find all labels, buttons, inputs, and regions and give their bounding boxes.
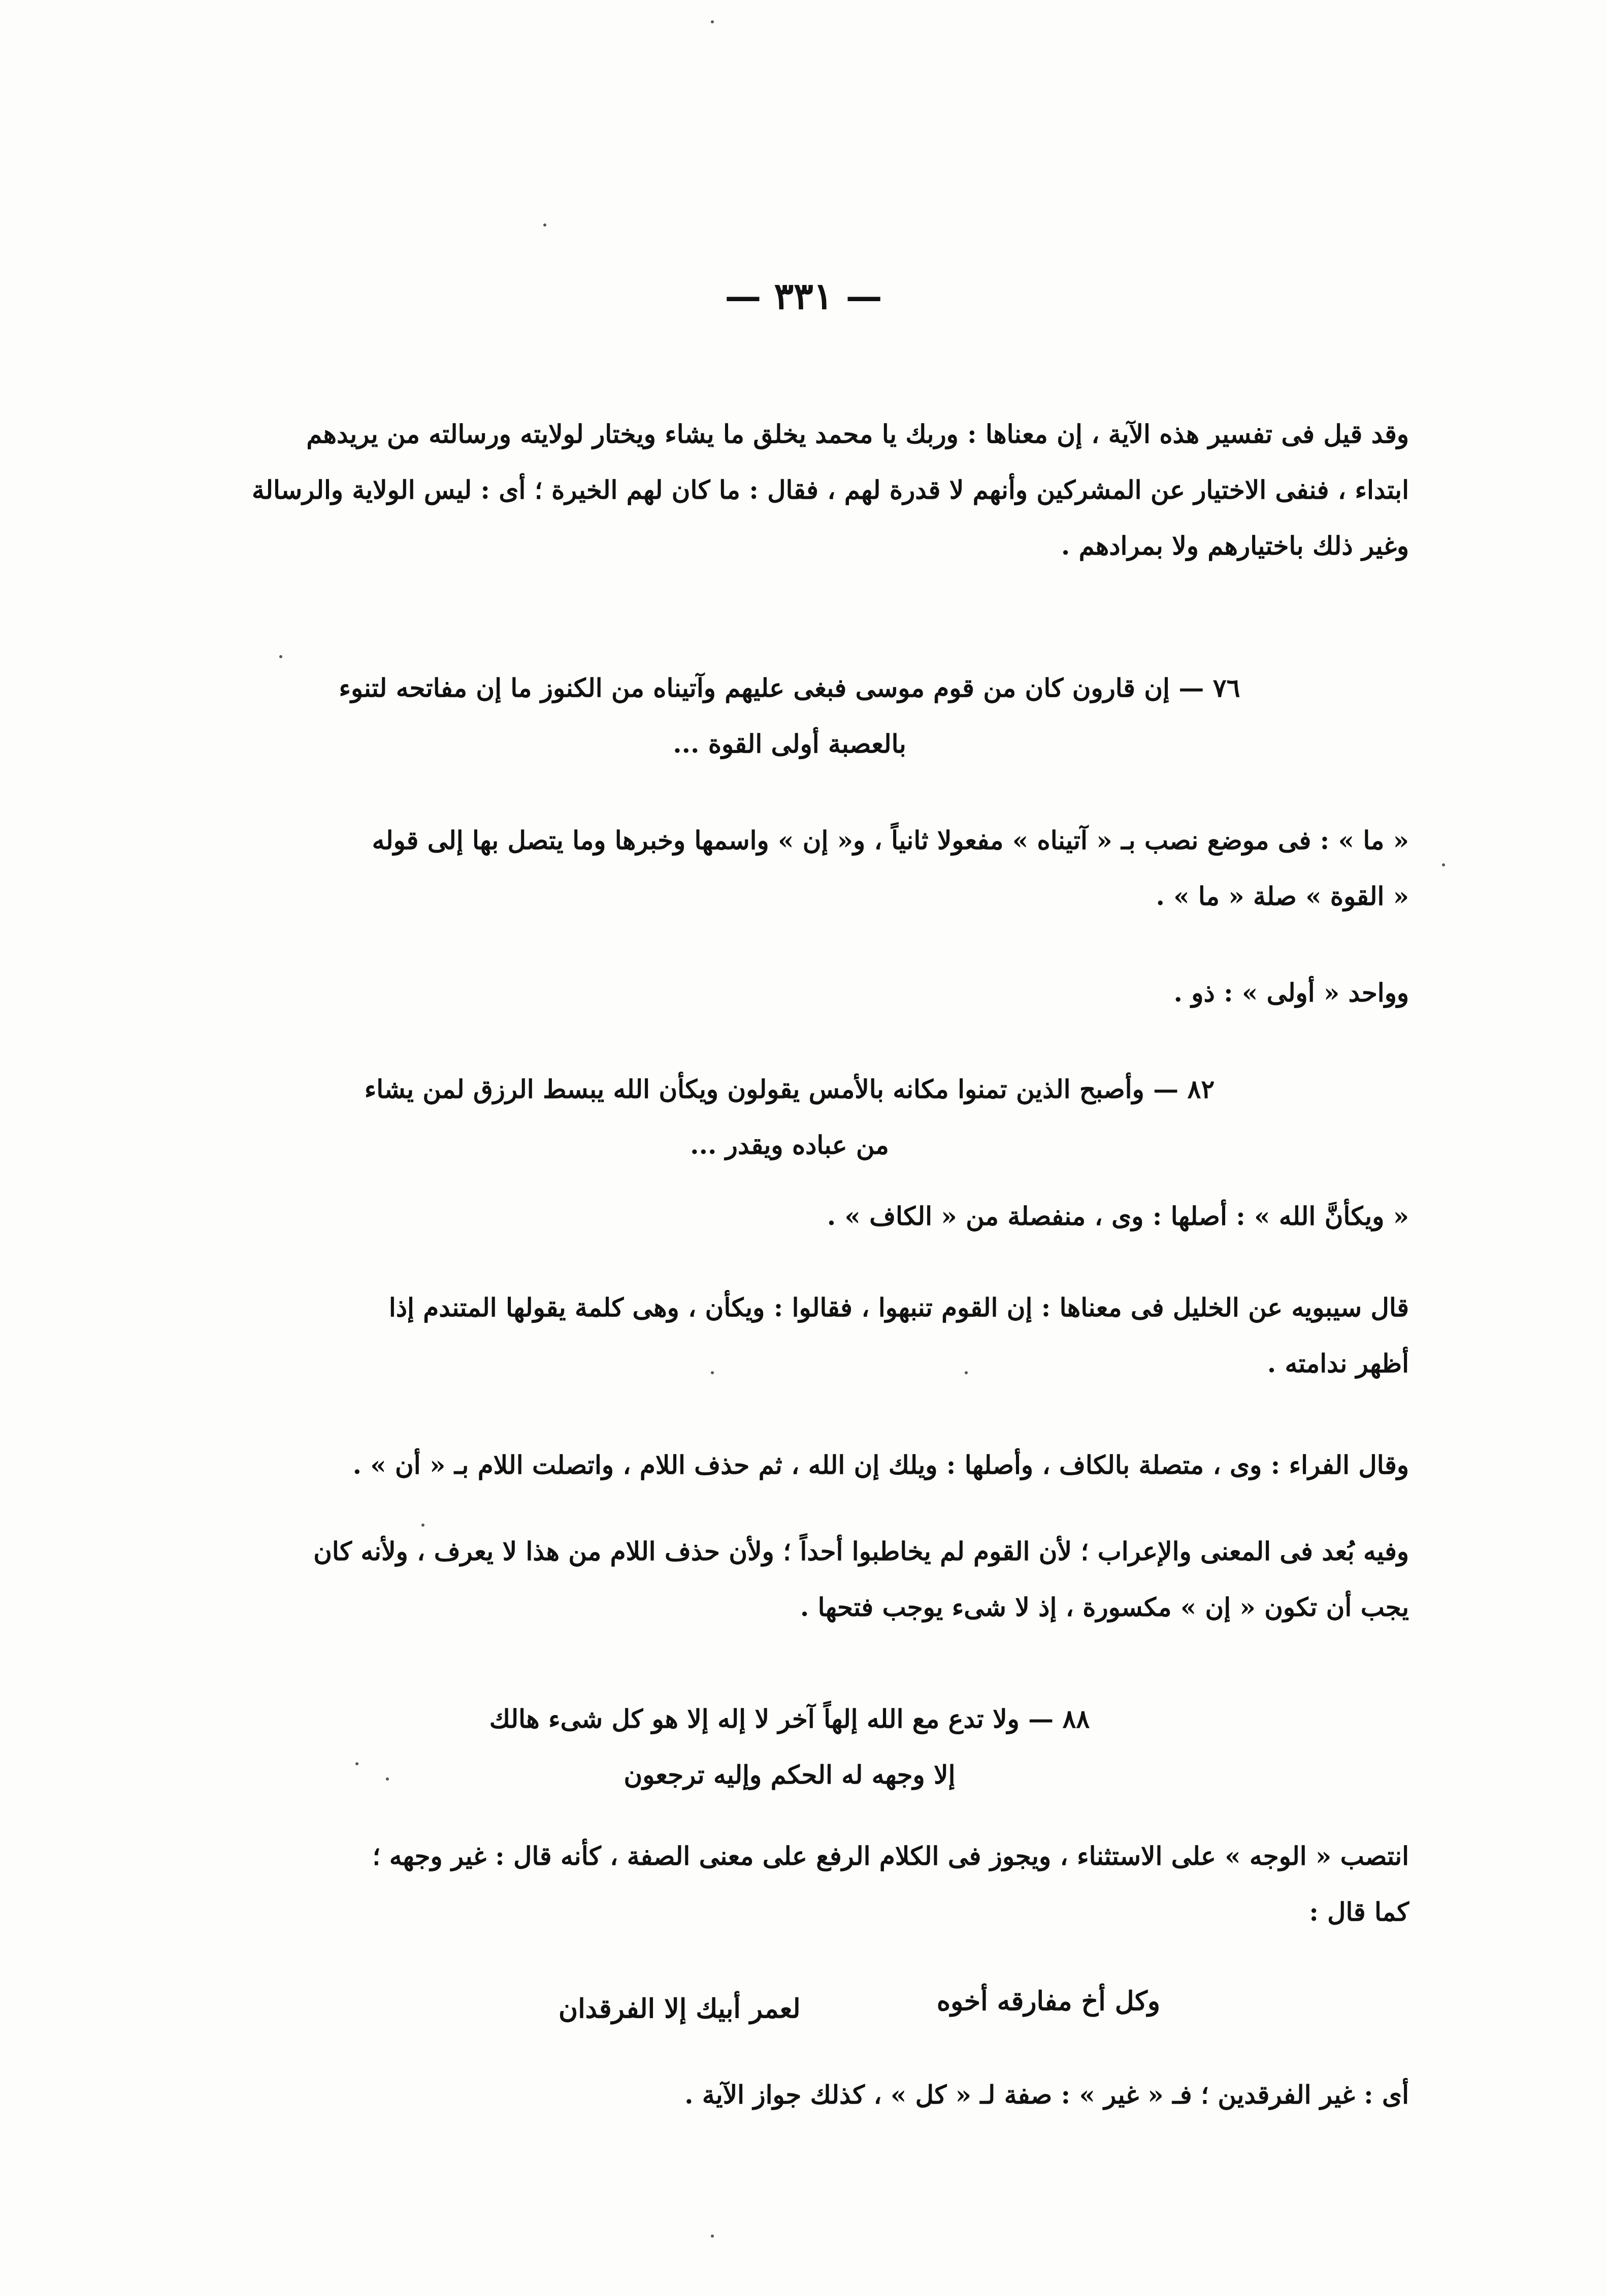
verse-line: ٨٨ — ولا تدع مع الله إلهاً آخر لا إله إلا هو كل شىء هالك xyxy=(489,1704,1090,1734)
verse-line: ٨٢ — وأصبح الذين تمنوا مكانه بالأمس يقولون ويكأن الله يبسط الرزق لمن يشاء xyxy=(364,1074,1215,1104)
verse-line: ٧٦ — إن قارون كان من قوم موسى فبغى عليهم وآتيناه من الكنوز ما إن مفاتحه لتنوء xyxy=(339,673,1240,703)
text-line: ابتداء ، فنفى الاختيار عن المشركين وأنهم لا قدرة لهم ، فقال : ما كان لهم الخيرة ؛ أى : ليس الولاية والرسالة xyxy=(251,475,1409,505)
text-line: يجب أن تكون « إن » مكسورة ، إذ لا شىء يوجب فتحها . xyxy=(800,1592,1409,1622)
poem-hemistich-left: لعمر أبيك إلا الفرقدان xyxy=(559,1993,801,2024)
text-line: « ما » : فى موضع نصب بـ « آتيناه » مفعولا ثانياً ، و« إن » واسمها وخبرها وما يتصل بها إلى قوله xyxy=(372,825,1409,855)
scan-speck xyxy=(711,20,714,23)
text-line: أى : غير الفرقدين ؛ فـ « غير » : صفة لـ « كل » ، كذلك جواز الآية . xyxy=(684,2080,1409,2110)
paragraph-4 xyxy=(190,1188,1409,1244)
text-line: انتصب « الوجه » على الاستثناء ، ويجوز فى الكلام الرفع على معنى الصفة ، كأنه قال : غير وجهه ؛ xyxy=(372,1841,1409,1871)
paragraph-1 xyxy=(190,406,1409,574)
text-line: وقال الفراء : وى ، متصلة بالكاف ، وأصلها : ويلك إن الله ، ثم حذف اللام ، واتصلت اللام بـ « أن » . xyxy=(352,1450,1409,1480)
scan-speck xyxy=(711,2235,714,2238)
page-number: — ٣٣١ — xyxy=(725,274,882,317)
paragraph-5 xyxy=(190,1280,1409,1392)
text-line: وواحد « أولى » : ذو . xyxy=(1173,978,1409,1008)
paragraph-2 xyxy=(190,813,1409,924)
poem-hemistich-right: وكل أخ مفارقه أخوه xyxy=(936,1986,1160,2017)
verse-82 xyxy=(256,1061,1323,1173)
text-line: وفيه بُعد فى المعنى والإعراب ؛ لأن القوم لم يخاطبوا أحداً ؛ ولأن حذف اللام من هذا لا يعرف ، ولأنه كان xyxy=(313,1536,1409,1566)
scan-speck xyxy=(386,1777,389,1781)
text-line: كما قال : xyxy=(1309,1897,1409,1927)
scan-speck xyxy=(711,1371,714,1374)
paragraph-8 xyxy=(190,1828,1409,1940)
verse-76 xyxy=(256,660,1323,772)
scan-speck xyxy=(543,223,546,227)
paragraph-6 xyxy=(190,1437,1409,1493)
scan-speck xyxy=(355,1762,358,1765)
verse-88 xyxy=(256,1691,1323,1803)
text-line: « ويكأنَّ الله » : أصلها : وى ، منفصلة من « الكاف » . xyxy=(827,1201,1409,1231)
scan-speck xyxy=(965,1371,968,1374)
paragraph-3 xyxy=(190,965,1409,1021)
text-line: وقد قيل فى تفسير هذه الآية ، إن معناها : وربك يا محمد يخلق ما يشاء ويختار لولايته ورسالته من يريدهم xyxy=(306,419,1409,449)
paragraph-9 xyxy=(190,2067,1409,2123)
text-line: « القوة » صلة « ما » . xyxy=(1156,881,1409,911)
verse-line: من عباده ويقدر ... xyxy=(690,1130,889,1160)
text-line: أظهر ندامته . xyxy=(1267,1348,1409,1378)
verse-line: بالعصبة أولى القوة ... xyxy=(673,729,906,759)
paragraph-7 xyxy=(190,1524,1409,1635)
scan-speck xyxy=(421,1524,424,1527)
text-line: قال سيبويه عن الخليل فى معناها : إن القوم تنبهوا ، فقالوا : ويكأن ، وهى كلمة يقولها المتندم إذا xyxy=(388,1292,1409,1322)
scan-speck xyxy=(1442,863,1445,866)
text-line: وغير ذلك باختيارهم ولا بمرادهم . xyxy=(1061,531,1409,561)
scan-speck xyxy=(279,655,282,658)
verse-line: إلا وجهه له الحكم وإليه ترجعون xyxy=(624,1760,956,1790)
